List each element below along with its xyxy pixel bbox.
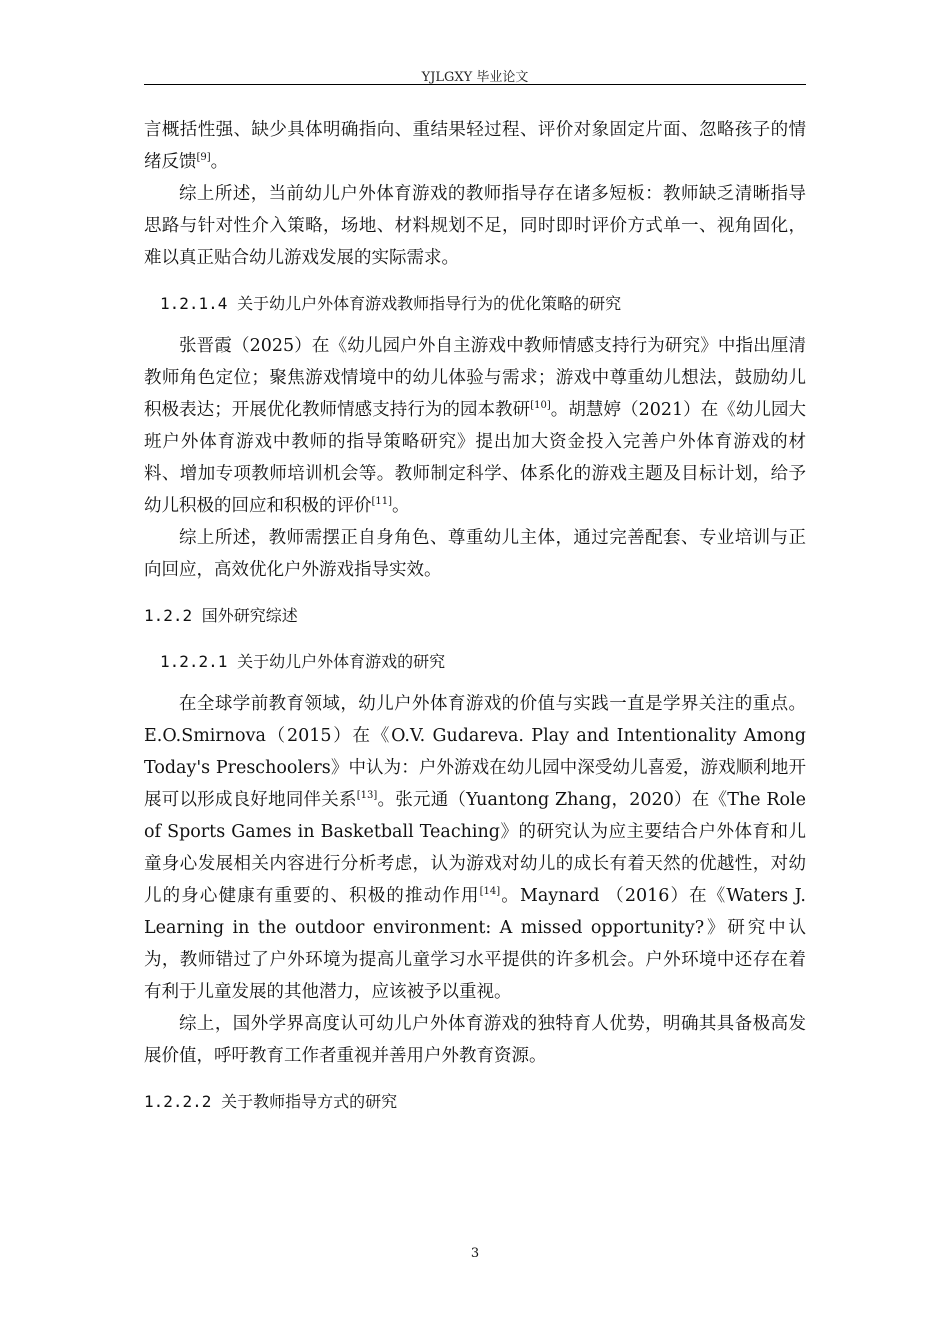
page-body [144, 114, 806, 1128]
citation-ref: [13] [356, 790, 378, 802]
header-rule [144, 84, 806, 85]
citation-ref: [10] [530, 400, 551, 412]
running-header: YJLGXY 毕业论文 [421, 70, 529, 85]
section-heading-1-2-2-2: 1.2.2.2 关于教师指导方式的研究 [144, 1092, 398, 1111]
citation-ref: [9] [196, 152, 211, 164]
paragraph-2: 综上所述，当前幼儿户外体育游戏的教师指导存在诸多短板：教师缺乏清晰指导思路与针对性介入策略，场地、材料规划不足，同时即时评价方式单一、视角固化，难以真正贴合幼儿游戏发展的实际需求。 [144, 184, 806, 268]
citation-ref: [14] [479, 886, 501, 898]
section-heading-1-2-2: 1.2.2 国外研究综述 [144, 606, 298, 625]
section-heading-1-2-1-4: 1.2.1.4 关于幼儿户外体育游戏教师指导行为的优化策略的研究 [160, 294, 622, 313]
paragraph-1: 言概括性强、缺少具体明确指向、重结果轻过程、评价对象固定片面、忽略孩子的情绪反馈[9]。 [144, 120, 806, 172]
section-heading-1-2-2-1: 1.2.2.1 关于幼儿户外体育游戏的研究 [160, 652, 446, 671]
citation-ref: [11] [371, 496, 393, 508]
paragraph-4: 综上所述，教师需摆正自身角色、尊重幼儿主体，通过完善配套、专业培训与正向回应，高效优化户外游戏指导实效。 [144, 528, 806, 580]
paragraph-6: 综上，国外学界高度认可幼儿户外体育游戏的独特育人优势，明确其具备极高发展价值，呼吁教育工作者重视并善用户外教育资源。 [144, 1014, 806, 1066]
paragraph-3: 张晋霞（2025）在《幼儿园户外自主游戏中教师情感支持行为研究》中指出厘清教师角色定位；聚焦游戏情境中的幼儿体验与需求；游戏中尊重幼儿想法，鼓励幼儿积极表达；开展优化教师情感支持行为的园本教研[10]。胡慧婷（2021）在《幼儿园大班户外体育游戏中教师的指导策略研究》提出加大资金投入完善户外体育游戏的材料、增加专项教师培训机会等。教师制定科学、体系化的游戏主题及目标计划，给予幼儿积极的回应和积极的评价[11]。 [144, 336, 806, 516]
paragraph-5: 在全球学前教育领域，幼儿户外体育游戏的价值与实践一直是学界关注的重点。E.O.Smirnova（2015）在《O.V. Gudareva. Play and Intentionality Among Today's Preschoolers》中认为：户外游戏在幼儿园中深受幼儿喜爱，游戏顺利地开展可以形成良好地同伴关系[13]。张元通（Yuantong Zhang，2020）在《The Role of Sports Games in Basketball Teaching》的研究认为应主要结合户外体育和儿童身心发展相关内容进行分析考虑，认为游戏对幼儿的成长有着天然的优越性，对幼儿的身心健康有重要的、积极的推动作用[14]。Maynard （2016）在《Waters J. Learning in the outdoor environment: A missed opportunity?》研究中认为，教师错过了户外环境为提高儿童学习水平提供的许多机会。户外环境中还存在着有利于儿童发展的其他潜力，应该被予以重视。 [144, 694, 806, 1002]
page-number: 3 [470, 1246, 480, 1261]
